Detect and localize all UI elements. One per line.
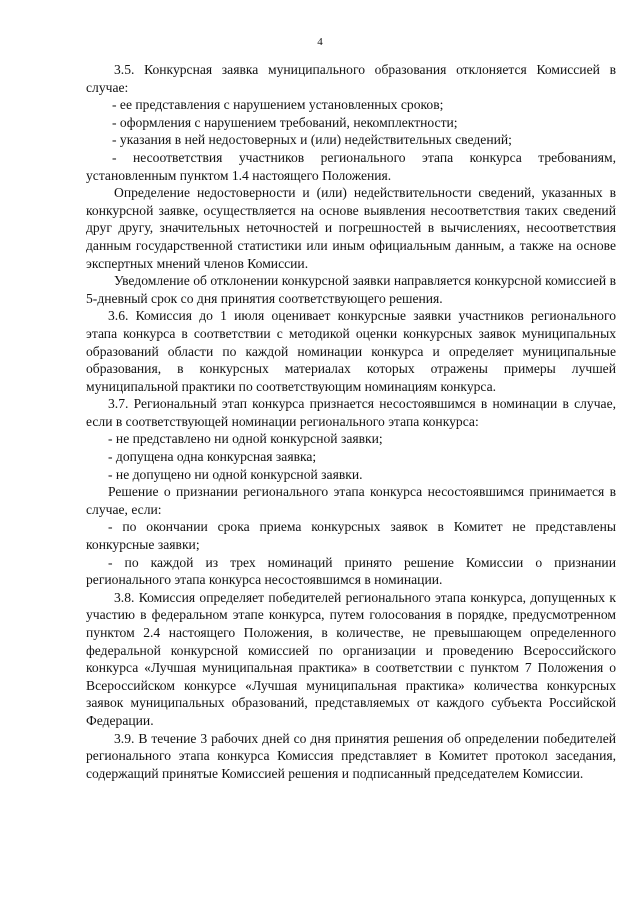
list-item: - несоответствия участников регионального этапа конкурса требованиям, установленным пунктом 1.4 настоящего Положения.	[86, 149, 616, 183]
paragraph-notice: Уведомление об отклонении конкурсной заявки направляется конкурсной комиссией в 5-дневный срок со дня принятия соответствующего решения.	[86, 273, 616, 306]
paragraph-3-8: 3.8. Комиссия определяет победителей регионального этапа конкурса, допущенных к участию в федеральном этапе конкурса, путем голосования в порядке, предусмотренном пунктом 2.4 настоящего Положения, в количестве, не превышающем определенного федеральной конкурсной комиссией по организации и проведению Всероссийского конкурса «Лучшая муниципальная практика» в соответствии с пунктом 7 Положения о Всероссийском конкурсе «Лучшая муниципальная практика» количества конкурсных заявок муниципальных образований, представляемых от каждого субъекта Российской Федерации.	[86, 589, 616, 728]
paragraph-definition: Определение недостоверности и (или) недействительности сведений, указанных в конкурсной заявке, осуществляется на основе выявления несоответствия таких сведений друг другу, значительных неточностей и погрешностей в вычислениях, несоответствия данным государственной статистики или иным официальным данным, а также на основе экспертных мнений членов Комиссии.	[86, 185, 616, 271]
list-item: - указания в ней недостоверных и (или) недействительных сведений;	[112, 132, 512, 148]
list-item: - оформления с нарушением требований, некомплектности;	[112, 114, 458, 130]
paragraph-3-6: 3.6. Комиссия до 1 июля оценивает конкурсные заявки участников регионального этапа конкурса в соответствии с методикой оценки конкурсных заявок муниципальных образований области по каждой номинации конкурса и определяет муниципальные образования, в конкурсных материалах которых отражены примеры лучшей муниципальной практики по соответствующим номинациям конкурса.	[86, 308, 616, 394]
list-item: - допущена одна конкурсная заявка;	[108, 449, 317, 465]
page-number: 4	[317, 36, 323, 48]
document-body	[86, 61, 616, 782]
list-item: - по окончании срока приема конкурсных заявок в Комитет не представлены конкурсные заявки;	[86, 519, 616, 553]
list-item: - ее представления с нарушением установленных сроков;	[112, 97, 444, 113]
paragraph-3-7: 3.7. Региональный этап конкурса признается несостоявшимся в номинации в случае, если в соответствующей номинации регионального этапа конкурса:	[86, 396, 616, 429]
paragraph-3-9: 3.9. В течение 3 рабочих дней со дня принятия решения об определении победителей регионального этапа конкурса Комиссия представляет в Комитет протокол заседания, содержащий принятые Комиссией решения и подписанный председателем Комиссии.	[86, 730, 616, 781]
list-item: - не представлено ни одной конкурсной заявки;	[108, 431, 383, 447]
list-item: - по каждой из трех номинаций принято решение Комиссии о признании регионального этапа конкурса несостоявшимся в номинации.	[86, 554, 616, 588]
paragraph-3-5: 3.5. Конкурсная заявка муниципального образования отклоняется Комиссией в случае:	[86, 62, 616, 95]
paragraph-decision: Решение о признании регионального этапа конкурса несостоявшимся принимается в случае, если:	[86, 484, 616, 517]
list-item: - не допущено ни одной конкурсной заявки.	[108, 466, 363, 482]
